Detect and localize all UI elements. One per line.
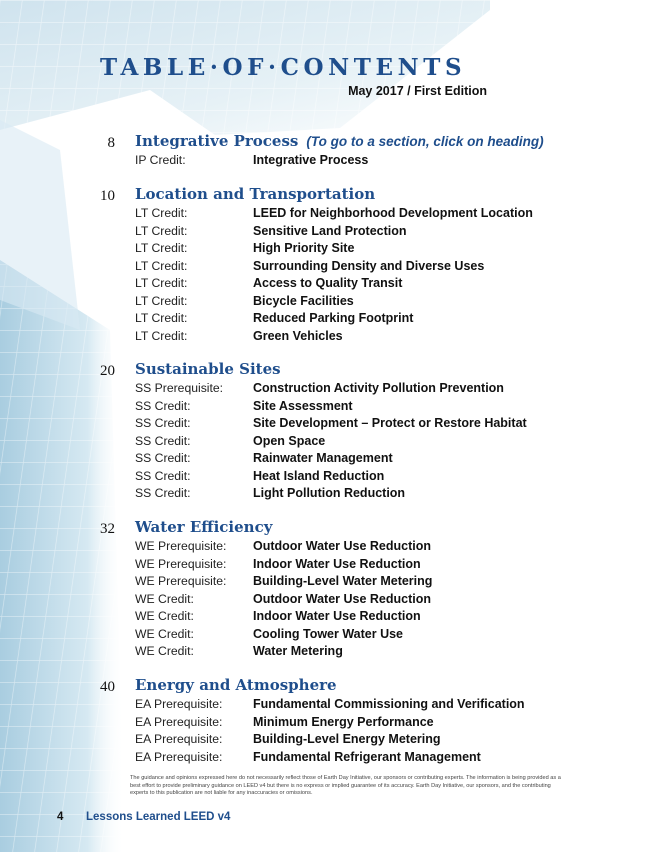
item-name[interactable]: LEED for Neighborhood Development Location [253,206,533,220]
item-name[interactable]: Water Metering [253,644,343,658]
item-name[interactable]: Heat Island Reduction [253,468,385,483]
item-type: EA Prerequisite: [135,697,223,711]
item-type: SS Credit: [135,416,191,430]
list-item [0,224,657,242]
section-items [0,539,657,662]
section-page-number: 8 [107,135,115,151]
item-type: LT Credit: [135,206,188,220]
section-page-number: 20 [100,363,115,379]
item-type: EA Prerequisite: [135,732,223,746]
list-item [0,259,657,277]
item-name[interactable]: High Priority Site [253,241,355,255]
item-type: WE Credit: [135,644,194,658]
item-type: WE Prerequisite: [135,574,227,588]
list-item [0,153,657,171]
list-item [0,557,657,575]
list-item [0,486,657,504]
item-name[interactable]: Cooling Tower Water Use [253,626,404,641]
section-items [0,697,657,767]
item-type: EA Prerequisite: [135,749,223,764]
list-item [0,311,657,329]
list-item [0,399,657,417]
item-name[interactable]: Access to Quality Transit [253,276,403,290]
list-item [0,732,657,750]
item-type: LT Credit: [135,241,188,255]
item-name[interactable]: Site Development – Protect or Restore Habitat [253,416,527,430]
list-item [0,574,657,592]
item-name[interactable]: Outdoor Water Use Reduction [253,539,432,553]
list-item [0,241,657,259]
item-type: LT Credit: [135,258,188,273]
item-type: SS Credit: [135,433,191,448]
section-title-link[interactable] [135,132,544,150]
item-name[interactable]: Light Pollution Reduction [253,486,406,500]
item-type: EA Prerequisite: [135,714,223,729]
item-type: SS Credit: [135,451,191,465]
item-type: LT Credit: [135,223,188,238]
footer-publication-title: Lessons Learned LEED v4 [86,811,231,823]
section-heading [0,676,657,696]
item-name[interactable]: Minimum Energy Performance [253,714,434,729]
list-item [0,294,657,312]
item-name[interactable]: Green Vehicles [253,328,343,343]
list-item [0,329,657,347]
item-name[interactable]: Site Assessment [253,398,353,413]
list-item [0,609,657,627]
item-type: WE Credit: [135,591,194,606]
section-title-link[interactable]: Water Efficiency [135,518,273,536]
item-name[interactable]: Fundamental Refrigerant Management [253,749,481,764]
list-item [0,276,657,294]
section-heading [0,185,657,205]
page-footer [0,811,657,831]
list-item [0,416,657,434]
item-type: WE Credit: [135,609,194,623]
section-items [0,381,657,504]
item-name[interactable]: Reduced Parking Footprint [253,311,414,325]
section-page-number: 40 [100,679,115,695]
section-heading [0,360,657,380]
item-type: SS Credit: [135,486,191,500]
list-item [0,539,657,557]
section-heading [0,132,657,152]
item-name[interactable]: Fundamental Commissioning and Verification [253,697,525,711]
item-name[interactable]: Bicycle Facilities [253,293,354,308]
list-item [0,469,657,487]
section-note: (To go to a section, click on heading) [306,134,544,149]
item-name[interactable]: Integrative Process [253,153,369,167]
item-type: LT Credit: [135,293,188,308]
list-item [0,381,657,399]
item-name[interactable]: Outdoor Water Use Reduction [253,591,432,606]
item-name[interactable]: Sensitive Land Protection [253,223,407,238]
item-type: SS Prerequisite: [135,381,224,395]
item-type: IP Credit: [135,153,186,167]
item-name[interactable]: Rainwater Management [253,451,393,465]
item-type: LT Credit: [135,311,188,325]
item-name[interactable]: Surrounding Density and Diverse Uses [253,258,485,273]
item-name[interactable]: Indoor Water Use Reduction [253,609,421,623]
item-name[interactable]: Building-Level Energy Metering [253,732,441,746]
section-heading [0,518,657,538]
list-item [0,697,657,715]
list-item [0,750,657,768]
item-type: SS Credit: [135,468,191,483]
list-item [0,644,657,662]
footer-page-number: 4 [57,811,64,823]
item-name[interactable]: Open Space [253,433,326,448]
list-item [0,627,657,645]
disclaimer-text: The guidance and opinions expressed here do not necessarily reflect those of Earth Day Initiative, our sponsors or contributing experts. The information is being provided as a best effort to provide preliminary guidance on LEED v4 but there is no express or implied guarantee of its accuracy. Earth Day Initiative, our sponsors, and the contributing experts to this publication are not liable for any inaccuracies or omissions. [130,775,561,797]
page-title: TABLE·OF·CONTENTS [100,54,467,81]
section-title-text: Integrative Process [135,132,299,150]
item-type: SS Credit: [135,398,191,413]
list-item [0,206,657,224]
list-item [0,451,657,469]
section-items [0,206,657,346]
list-item [0,592,657,610]
list-item [0,715,657,733]
section-title-link[interactable]: Energy and Atmosphere [135,676,337,694]
section-title-link[interactable]: Location and Transportation [135,185,376,203]
item-type: WE Prerequisite: [135,539,227,553]
section-page-number: 10 [100,188,115,204]
edition-label: May 2017 / First Edition [348,84,487,98]
item-name[interactable]: Indoor Water Use Reduction [253,556,421,571]
section-page-number: 32 [100,521,115,537]
item-name[interactable]: Building-Level Water Metering [253,574,433,588]
section-items [0,153,657,171]
section-title-link[interactable]: Sustainable Sites [135,360,281,378]
list-item [0,434,657,452]
item-type: LT Credit: [135,328,188,343]
item-type: WE Credit: [135,626,194,641]
item-type: WE Prerequisite: [135,556,227,571]
item-name[interactable]: Construction Activity Pollution Prevention [253,381,504,395]
item-type: LT Credit: [135,276,188,290]
